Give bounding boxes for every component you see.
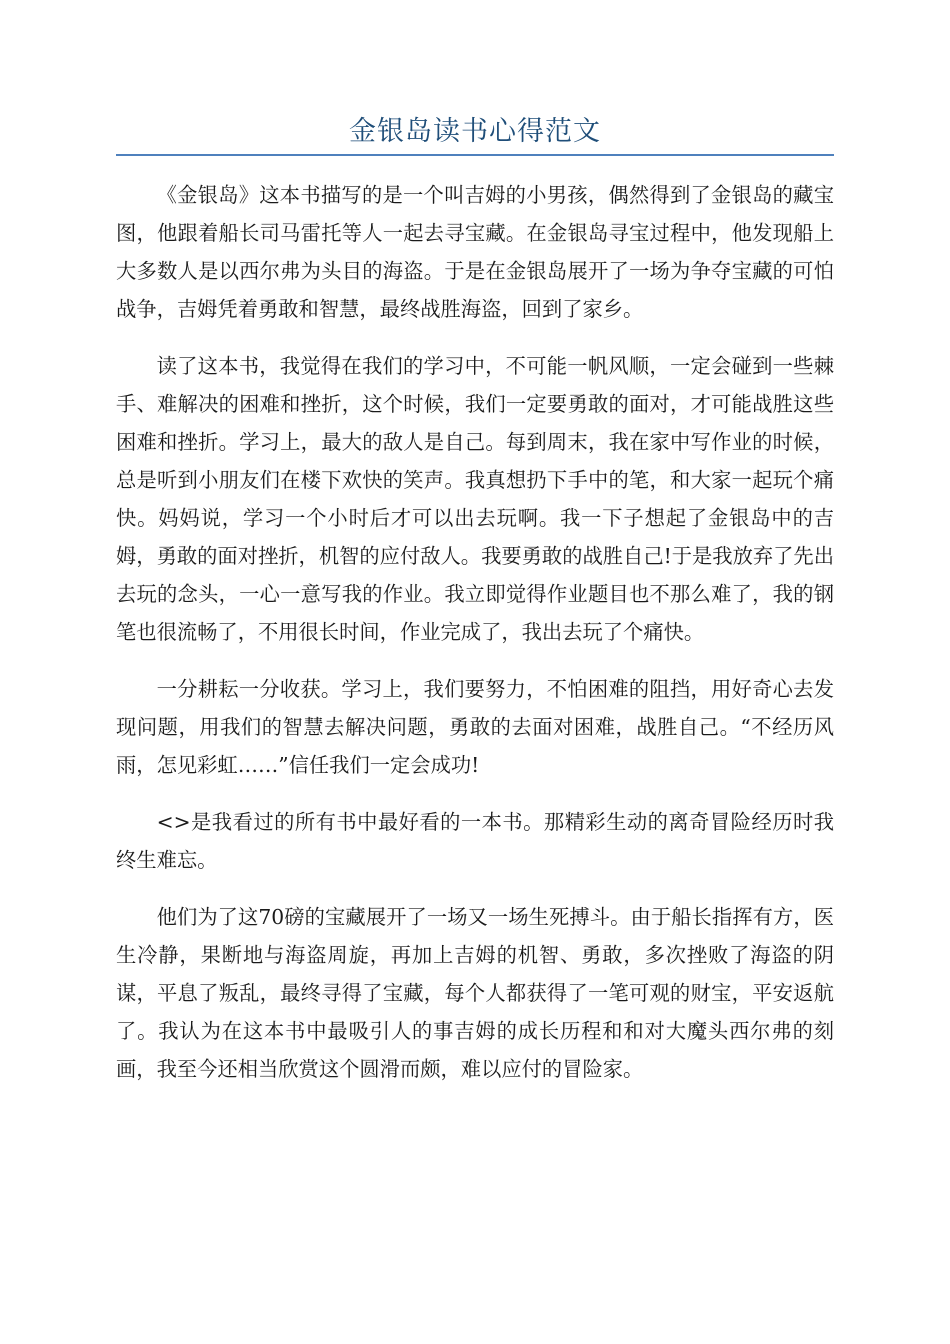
title-underline-divider xyxy=(116,154,834,156)
paragraph-5: 他们为了这70磅的宝藏展开了一场又一场生死搏斗。由于船长指挥有方，医生冷静，果断地与海盗周旋，再加上吉姆的机智、勇敢，多次挫败了海盗的阴谋，平息了叛乱，最终寻得了宝藏，每个人都获得了一笔可观的财宝，平安返航了。我认为在这本书中最吸引人的事吉姆的成长历程和和对大魔头西尔弗的刻画，我至今还相当欣赏这个圆滑而颇，难以应付的冒险家。 xyxy=(116,905,834,1081)
document-title: 金银岛读书心得范文 xyxy=(349,116,601,147)
paragraph-4: <>是我看过的所有书中最好看的一本书。那精彩生动的离奇冒险经历时我终生难忘。 xyxy=(116,810,834,872)
paragraph-1: 《金银岛》这本书描写的是一个叫吉姆的小男孩，偶然得到了金银岛的藏宝图，他跟着船长司马雷托等人一起去寻宝藏。在金银岛寻宝过程中，他发现船上大多数人是以西尔弗为头目的海盗。于是在金银岛展开了一场为争夺宝藏的可怕战争，吉姆凭着勇敢和智慧，最终战胜海盗，回到了家乡。 xyxy=(116,183,834,321)
paragraph-2: 读了这本书，我觉得在我们的学习中，不可能一帆风顺，一定会碰到一些棘手、难解决的困难和挫折，这个时候，我们一定要勇敢的面对，才可能战胜这些困难和挫折。学习上，最大的敌人是自己。每到周末，我在家中写作业的时候，总是听到小朋友们在楼下欢快的笑声。我真想扔下手中的笔，和大家一起玩个痛快。妈妈说，学习一个小时后才可以出去玩啊。我一下子想起了金银岛中的吉姆，勇敢的面对挫折，机智的应付敌人。我要勇敢的战胜自己!于是我放弃了先出去玩的念头，一心一意写我的作业。我立即觉得作业题目也不那么难了，我的钢笔也很流畅了，不用很长时间，作业完成了，我出去玩了个痛快。 xyxy=(116,354,834,644)
paragraph-3: 一分耕耘一分收获。学习上，我们要努力，不怕困难的阻挡，用好奇心去发现问题，用我们的智慧去解决问题，勇敢的去面对困难，战胜自己。“不经历风雨，怎见彩虹……”信任我们一定会成功! xyxy=(116,677,834,777)
document-body xyxy=(116,176,834,1107)
